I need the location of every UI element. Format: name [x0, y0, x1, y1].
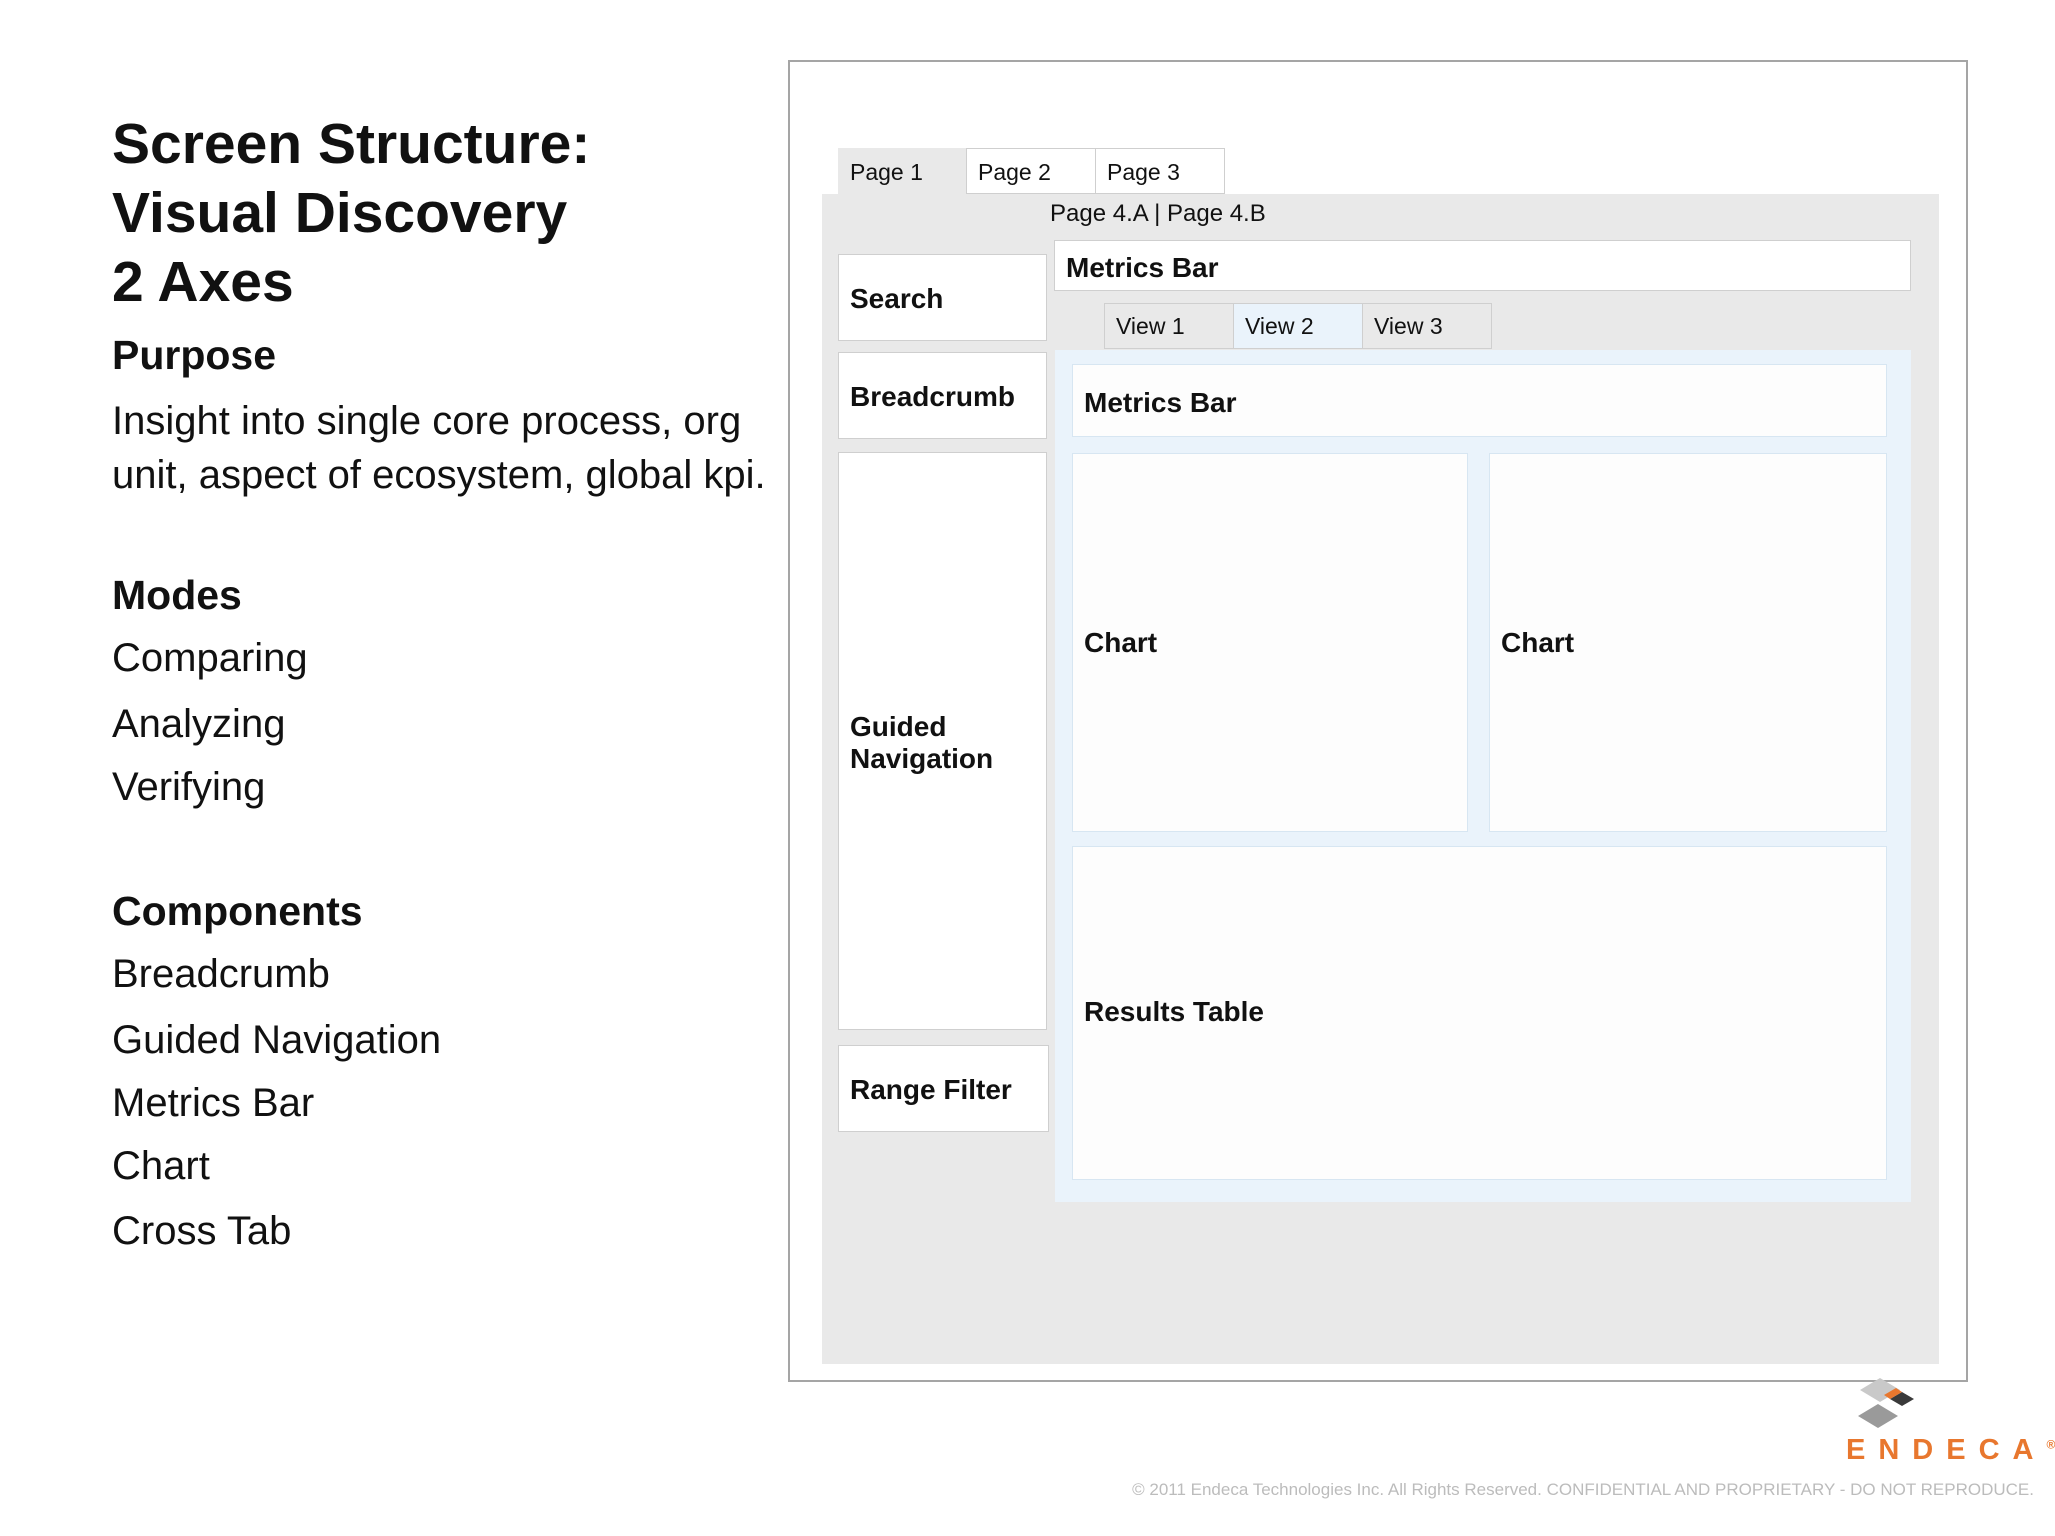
- tab-page-1[interactable]: Page 1: [838, 148, 968, 194]
- chart-panel-left[interactable]: [1072, 453, 1468, 832]
- endeca-wordmark: [1846, 1434, 2055, 1467]
- components-heading: Components: [112, 888, 363, 934]
- results-table-label: Results Table: [1084, 996, 1264, 1027]
- component-item: Chart: [112, 1144, 210, 1188]
- registered-mark: ®: [2046, 1437, 2055, 1452]
- range-filter-box[interactable]: [838, 1045, 1049, 1132]
- purpose-line: Insight into single core process, org: [112, 399, 742, 443]
- copyright-footer: © 2011 Endeca Technologies Inc. All Rights Reserved. CONFIDENTIAL AND PROPRIETARY - DO NOT REPRODUCE.: [1132, 1480, 2034, 1499]
- search-label: Search: [850, 283, 944, 314]
- breadcrumb-label: Breadcrumb: [850, 381, 1015, 412]
- component-item: Cross Tab: [112, 1209, 292, 1253]
- mode-item: Analyzing: [112, 702, 286, 746]
- component-item: Breadcrumb: [112, 952, 330, 996]
- title-line: Screen Structure:: [112, 112, 591, 176]
- title-line: 2 Axes: [112, 250, 294, 314]
- tab-view-2[interactable]: View 2: [1233, 303, 1363, 349]
- tab-view-1[interactable]: View 1: [1104, 303, 1234, 349]
- endeca-wordmark-text: ENDECA: [1846, 1434, 2047, 1466]
- endeca-logo-icon: [1852, 1376, 1924, 1434]
- metrics-bar-label: Metrics Bar: [1066, 252, 1219, 283]
- tab-page-3[interactable]: Page 3: [1095, 148, 1225, 194]
- tab-view-3[interactable]: View 3: [1362, 303, 1492, 349]
- metrics-bar-label: Metrics Bar: [1084, 387, 1237, 418]
- mode-item: Comparing: [112, 636, 308, 680]
- results-table-panel[interactable]: [1072, 846, 1887, 1180]
- subpage-links[interactable]: Page 4.A | Page 4.B: [1050, 200, 1266, 227]
- range-filter-label: Range Filter: [850, 1074, 1012, 1105]
- tab-page-2[interactable]: Page 2: [966, 148, 1096, 194]
- title-line: Visual Discovery: [112, 181, 568, 245]
- guided-navigation-line: Navigation: [850, 743, 994, 774]
- purpose-heading: Purpose: [112, 332, 277, 378]
- mode-item: Verifying: [112, 765, 266, 809]
- breadcrumb-box[interactable]: [838, 352, 1047, 439]
- search-box[interactable]: [838, 254, 1047, 341]
- guided-navigation-label: [850, 711, 993, 775]
- guided-navigation-box[interactable]: [838, 452, 1047, 1030]
- chart-label: Chart: [1501, 627, 1575, 658]
- inner-metrics-bar[interactable]: [1072, 364, 1887, 437]
- purpose-line: unit, aspect of ecosystem, global kpi.: [112, 453, 766, 497]
- chart-panel-right[interactable]: [1489, 453, 1887, 832]
- slide-title: [112, 110, 752, 317]
- guided-navigation-line: Guided: [850, 711, 947, 742]
- component-item: Guided Navigation: [112, 1018, 442, 1062]
- modes-heading: Modes: [112, 572, 242, 618]
- chart-label: Chart: [1084, 627, 1158, 658]
- purpose-text: [112, 394, 766, 502]
- outer-metrics-bar[interactable]: [1054, 240, 1911, 291]
- component-item: Metrics Bar: [112, 1081, 315, 1125]
